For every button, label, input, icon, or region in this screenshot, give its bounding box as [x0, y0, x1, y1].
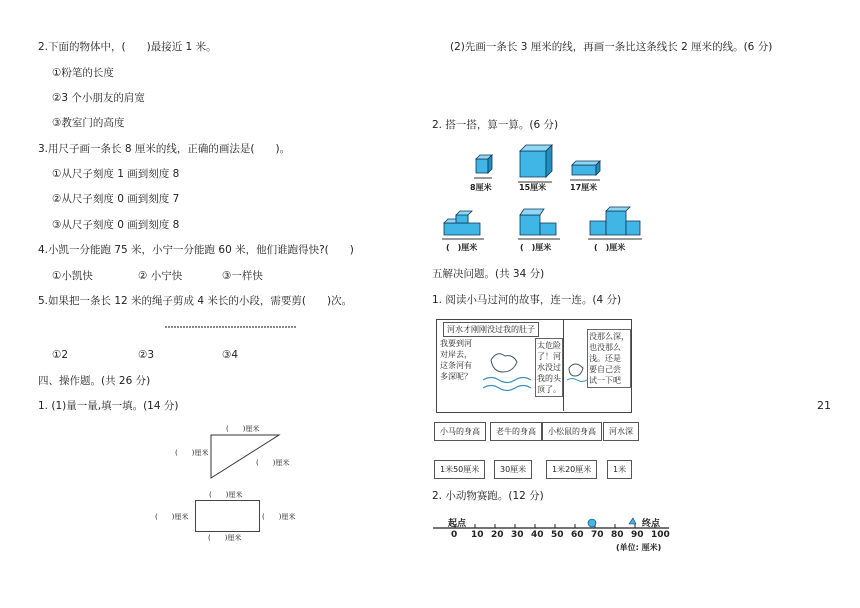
value-item[interactable]: 30厘米 [494, 460, 532, 479]
value-item[interactable]: 1米20厘米 [546, 460, 597, 479]
tick-label: 0 [451, 530, 458, 540]
tick-label: 90 [631, 530, 644, 540]
height-item[interactable]: 老牛的身高 [490, 422, 542, 441]
problem-1-title: 1. 阅读小马过河的故事，连一连。(4 分) [432, 294, 622, 306]
tick-label: 50 [551, 530, 564, 540]
tick-label: 60 [571, 530, 584, 540]
right-triangle [205, 432, 285, 482]
divider [563, 319, 564, 411]
option: ③从尺子刻度 0 画到刻度 8 [52, 219, 180, 231]
blank-label: ( )厘米 [226, 425, 260, 433]
height-item[interactable]: 河水深 [603, 422, 639, 441]
height-item[interactable]: 小松鼠的身高 [542, 422, 602, 441]
option: ③一样快 [222, 270, 263, 282]
combined-shapes [440, 205, 650, 245]
option: ①粉笔的长度 [52, 67, 114, 79]
option: ①小凯快 [52, 270, 93, 282]
operation-1-title: 1. (1)量一量,填一填。(14 分) [38, 400, 179, 412]
tick-label: 70 [591, 530, 604, 540]
operation-1-part-2: (2)先画一条长 3 厘米的线，再画一条比这条线长 2 厘米的线。(6 分) [450, 41, 773, 53]
tick-label: 80 [611, 530, 624, 540]
snail-icon [588, 519, 596, 527]
option: ②3 个小朋友的肩宽 [52, 92, 145, 104]
horse-and-river-illustration [481, 340, 537, 400]
value-item[interactable]: 1米50厘米 [434, 460, 485, 479]
height-item[interactable]: 小马的身高 [434, 422, 486, 441]
option: ② 小宁快 [138, 270, 183, 282]
combo-length-blank: ( )厘米 [594, 243, 626, 252]
squirrel-speech: 太危险 了！河 水没过 我的头 顶了。 [535, 338, 563, 397]
blank-label: ( )厘米 [256, 459, 290, 467]
tick-label: 10 [471, 530, 484, 540]
question-2: 2.下面的物体中，( )最接近 1 米。 [38, 41, 217, 53]
tick-label: 100 [651, 530, 670, 540]
option: ②从尺子刻度 0 画到刻度 7 [52, 193, 180, 205]
rope-illustration [165, 324, 297, 330]
mother-speech: 没那么深， 也没那么 浅。还是 要自己尝 试一下吧 [587, 329, 631, 388]
value-item[interactable]: 1米 [607, 460, 632, 479]
tick-label: 30 [511, 530, 524, 540]
combo-length-blank: ( )厘米 [520, 243, 552, 252]
question-4: 4.小凯一分能跑 75 米，小宁一分能跑 60 米，他们谁跑得快?( ) [38, 244, 354, 256]
combo-length-blank: ( )厘米 [446, 243, 478, 252]
problem-2-title: 2. 小动物赛跑。(12 分) [432, 490, 544, 502]
horse-speech: 我要到河 对岸去， 这条河有 多深呢？ [440, 339, 472, 381]
cube-length-label: 15厘米 [519, 183, 547, 192]
story-caption: 河水才刚刚没过我的肚子 [443, 322, 539, 337]
option: ②3 [138, 349, 155, 361]
page-number: 21 [817, 399, 831, 412]
tick-label: 20 [491, 530, 504, 540]
rabbit-icon [629, 518, 636, 524]
start-label: 起点 [448, 519, 467, 529]
section-5-title: 五解决问题。(共 34 分) [432, 268, 545, 280]
option: ③教室门的高度 [52, 117, 125, 129]
cube-length-label: 8厘米 [470, 183, 492, 192]
option: ①从尺子刻度 1 画到刻度 8 [52, 168, 180, 180]
section-4-title: 四、操作题。(共 26 分) [38, 375, 151, 387]
operation-2-title: 2. 搭一搭，算一算。(6 分) [432, 119, 559, 131]
question-3: 3.用尺子画一条长 8 厘米的线，正确的画法是( )。 [38, 143, 291, 155]
unit-label: (单位: 厘米) [616, 543, 662, 552]
option: ①2 [52, 349, 69, 361]
blank-label: ( )厘米 [155, 513, 189, 521]
blank-label: ( )厘米 [208, 534, 242, 542]
blank-label: ( )厘米 [209, 491, 243, 499]
question-5: 5.如果把一条长 12 米的绳子剪成 4 米长的小段，需要剪( )次。 [38, 295, 353, 307]
blank-label: ( )厘米 [175, 449, 209, 457]
tick-label: 40 [531, 530, 544, 540]
end-label: 终点 [642, 519, 661, 529]
old-horse-icon [567, 356, 587, 386]
blank-label: ( )厘米 [262, 513, 296, 521]
rectangle-figure [195, 500, 260, 532]
story-comic [436, 319, 632, 413]
cube-length-label: 17厘米 [570, 183, 598, 192]
option: ③4 [222, 349, 239, 361]
